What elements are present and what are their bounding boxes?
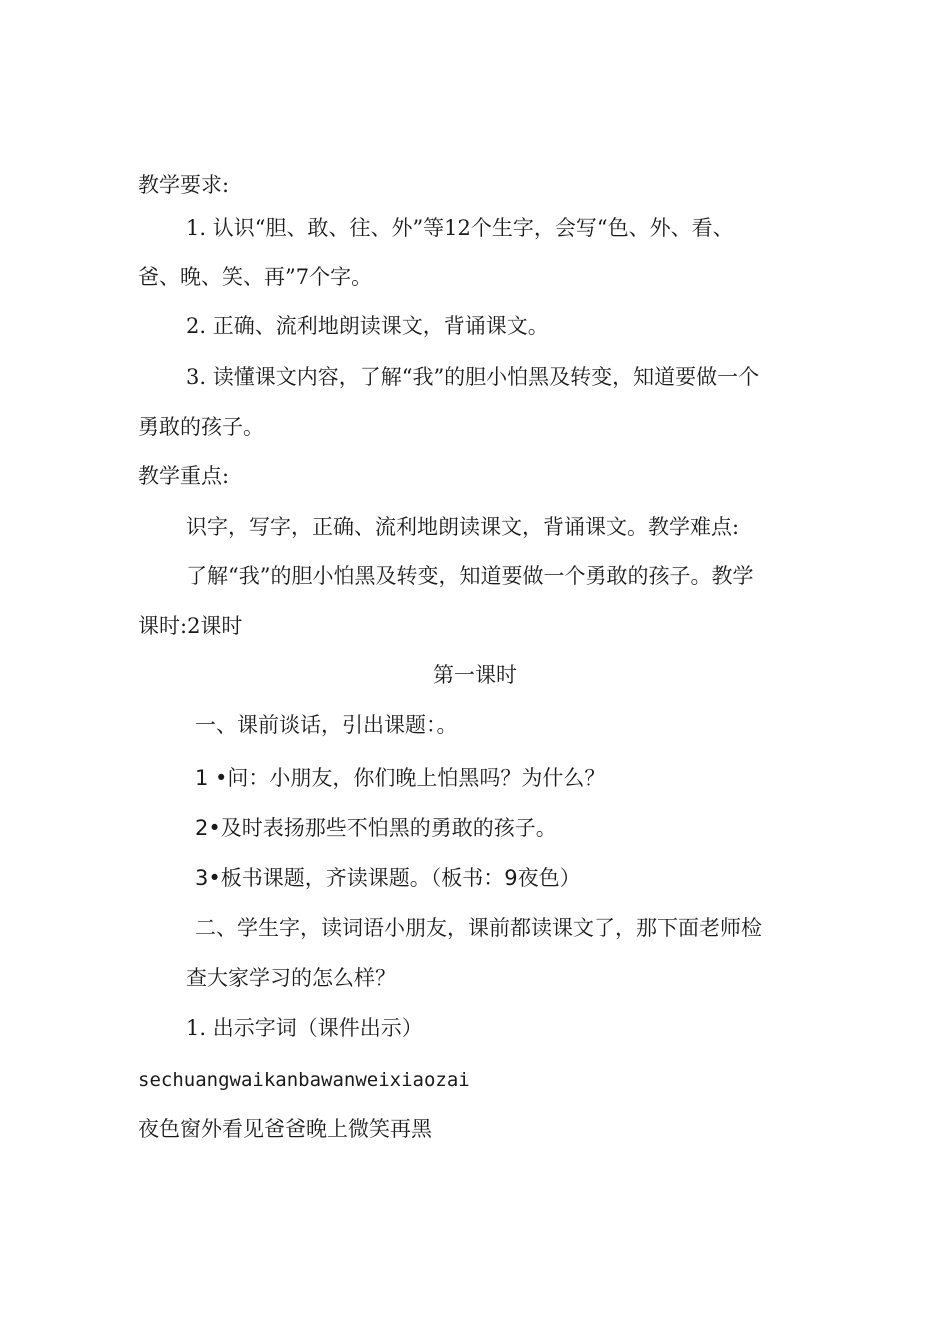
- requirement-3-line-2: 勇敢的孩子。: [138, 415, 264, 439]
- pinyin-line: sechuangwaikanbawanweixiaozai: [138, 1069, 470, 1091]
- requirement-3-line-1: 3. 读懂课文内容，了解“我”的胆小怕黑及转变，知道要做一个: [186, 365, 760, 389]
- requirement-1-line-1: 1. 认识“胆、敢、往、外”等12个生字，会写“色、外、看、: [186, 216, 734, 240]
- section-2-line-1: 二、学生字，读词语小朋友，课前都读课文了，那下面老师检: [195, 916, 762, 940]
- class-hours-line: 课时:2课时: [138, 614, 243, 638]
- section-1-item-1: 1 •问：小朋友，你们晚上怕黑吗？为什么？: [195, 766, 606, 790]
- key-points-heading: 教学重点:: [138, 464, 230, 488]
- key-points-line-2: 了解“我”的胆小怕黑及转变，知道要做一个勇敢的孩子。教学: [186, 564, 754, 588]
- section-2-item-1: 1. 出示字词（课件出示）: [186, 1016, 423, 1040]
- teaching-requirements-heading: 教学要求:: [138, 173, 230, 197]
- characters-line: 夜色窗外看见爸爸晚上微笑再黑: [138, 1117, 432, 1141]
- requirement-1-line-2: 爸、晚、笑、再”7个字。: [138, 265, 373, 289]
- lesson-title: 第一课时: [433, 663, 517, 687]
- requirement-2: 2. 正确、流利地朗读课文，背诵课文。: [186, 314, 549, 338]
- section-1-heading: 一、课前谈话，引出课题：。: [195, 713, 458, 737]
- section-2-line-2: 查大家学习的怎么样？: [186, 966, 396, 990]
- key-points-line-1: 识字，写字，正确、流利地朗读课文，背诵课文。教学难点:: [186, 515, 740, 539]
- section-1-item-2: 2•及时表扬那些不怕黑的勇敢的孩子。: [195, 816, 557, 840]
- section-1-item-3: 3•板书课题，齐读课题。（板书：9夜色）: [195, 866, 581, 890]
